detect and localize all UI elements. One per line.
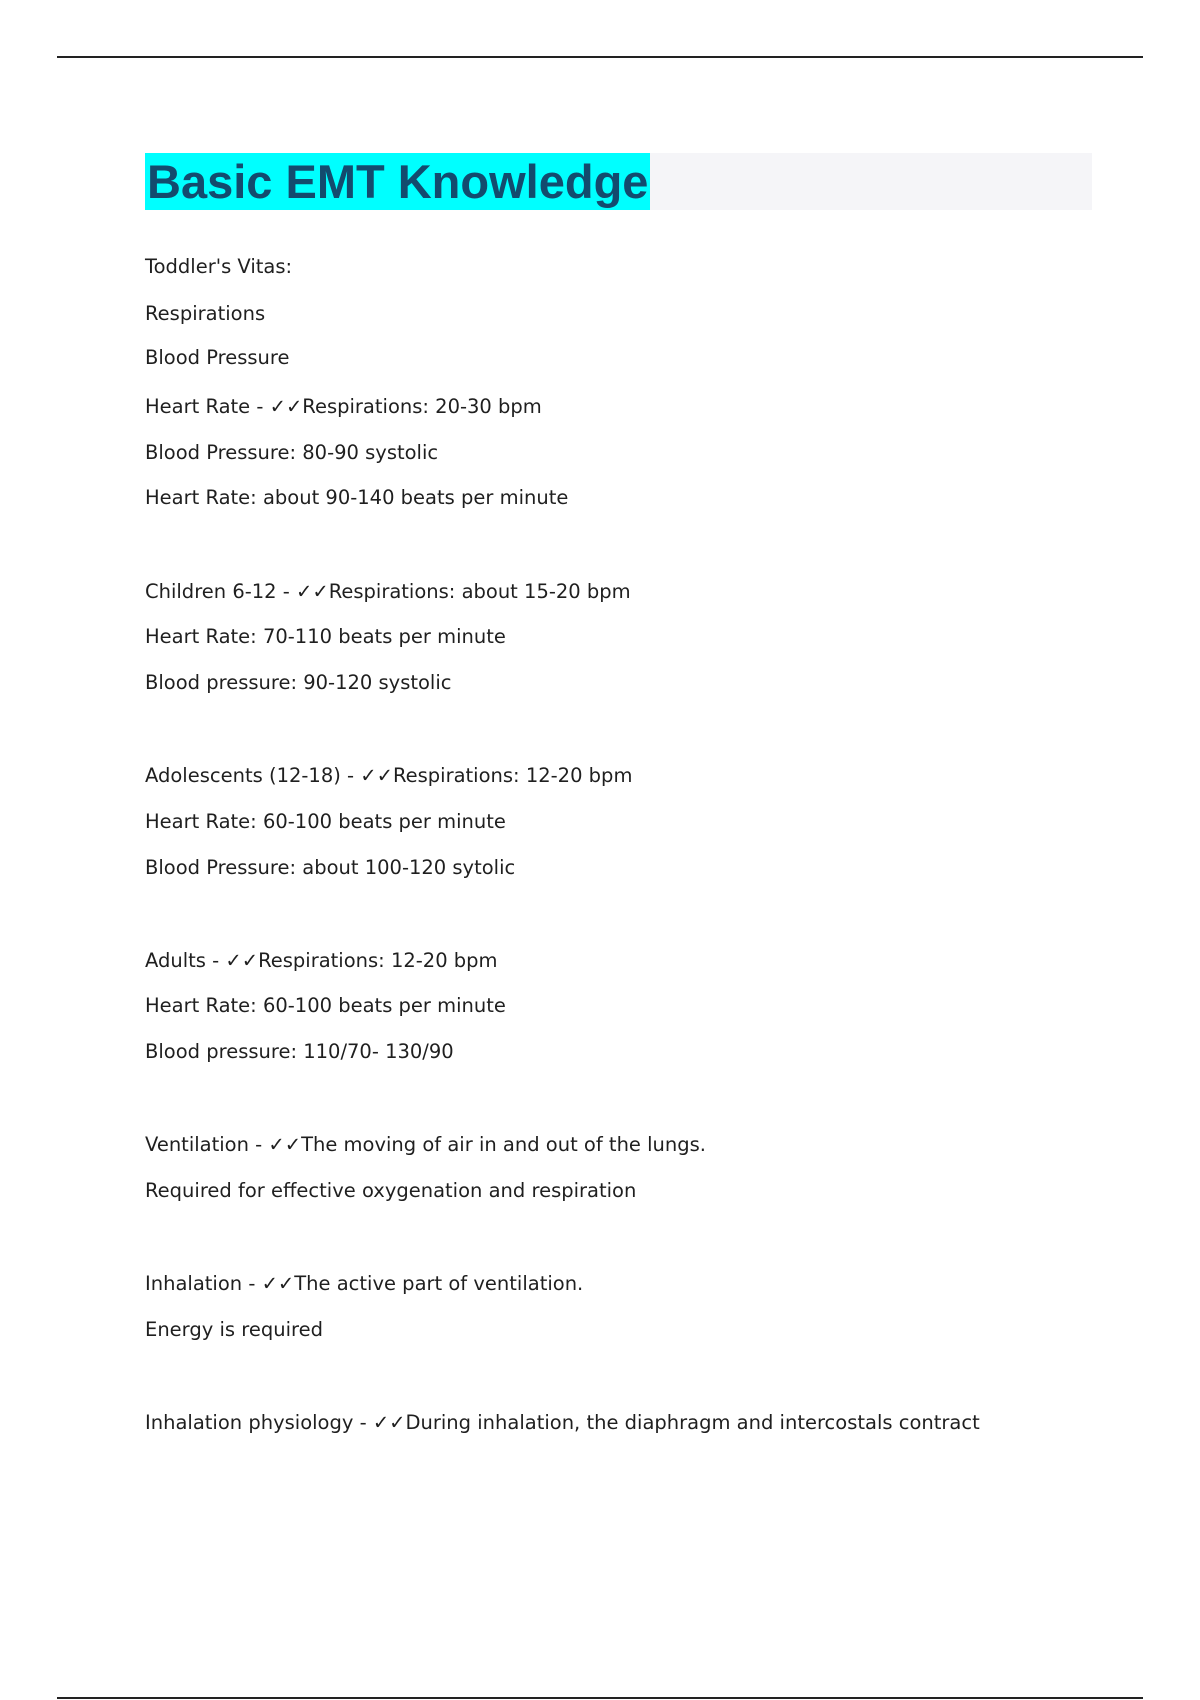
top-rule [57, 56, 1143, 58]
bottom-rule [57, 1697, 1143, 1699]
text-line: Children 6-12 - ✓✓Respirations: about 15-20 bpm [145, 580, 631, 603]
text-line: Adults - ✓✓Respirations: 12-20 bpm [145, 949, 498, 972]
text-line: Blood pressure: 90-120 systolic [145, 671, 452, 694]
text-line: Toddler's Vitas: [145, 255, 293, 278]
text-line: Heart Rate: about 90-140 beats per minute [145, 486, 569, 509]
text-line: Respirations [145, 302, 266, 325]
text-line: Blood Pressure: 80-90 systolic [145, 441, 439, 464]
text-line: Adolescents (12-18) - ✓✓Respirations: 12-20 bpm [145, 764, 633, 787]
text-line: Blood pressure: 110/70- 130/90 [145, 1040, 454, 1063]
text-line: Ventilation - ✓✓The moving of air in and out of the lungs. [145, 1133, 706, 1156]
text-line: Energy is required [145, 1318, 323, 1341]
text-line: Heart Rate: 60-100 beats per minute [145, 994, 506, 1017]
text-line: Heart Rate - ✓✓Respirations: 20-30 bpm [145, 395, 542, 418]
text-line: Blood Pressure: about 100-120 sytolic [145, 856, 516, 879]
text-line: Heart Rate: 70-110 beats per minute [145, 625, 506, 648]
text-line: Blood Pressure [145, 346, 290, 369]
text-line: Heart Rate: 60-100 beats per minute [145, 810, 506, 833]
text-line: Inhalation physiology - ✓✓During inhalation, the diaphragm and intercostals contract [145, 1411, 980, 1434]
page-title: Basic EMT Knowledge [147, 155, 649, 208]
text-line: Required for effective oxygenation and respiration [145, 1179, 637, 1202]
text-line: Inhalation - ✓✓The active part of ventilation. [145, 1272, 584, 1295]
